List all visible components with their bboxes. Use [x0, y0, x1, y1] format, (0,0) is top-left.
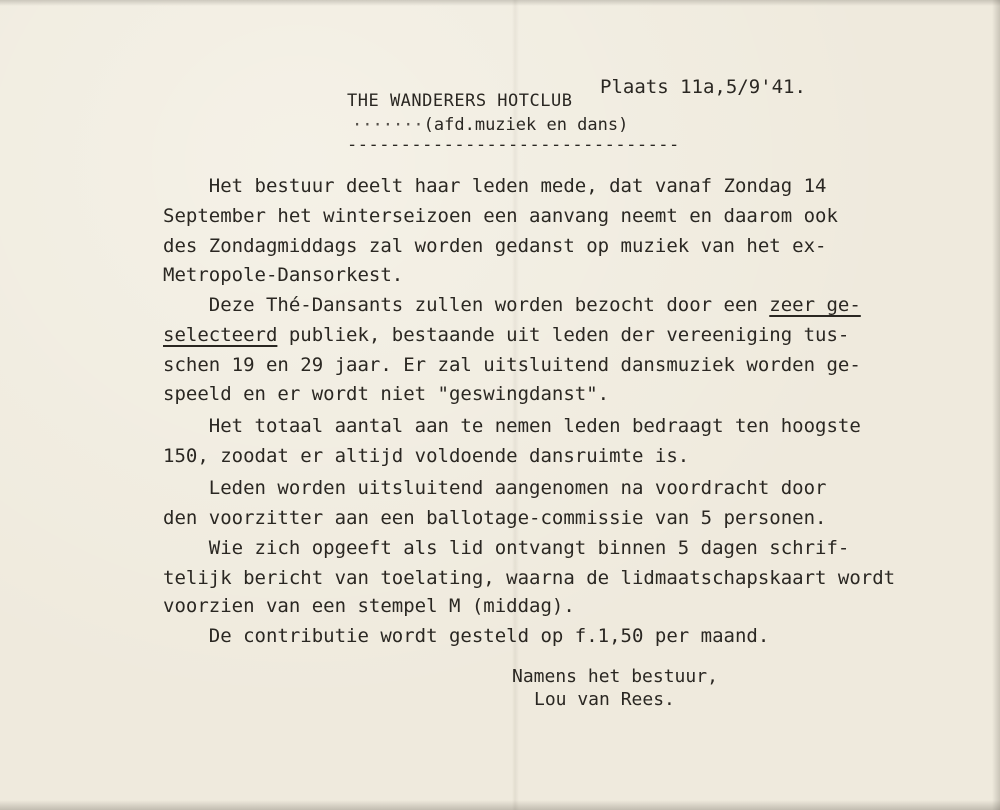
body-line-6	[163, 326, 849, 345]
body-line-11: Leden worden uitsluitend aangenomen na voordracht door	[163, 477, 827, 499]
body-line-13: Wie zich opgeeft als lid ontvangt binnen 5 dagen schrif-	[163, 537, 850, 559]
body-line-6-text: publiek, bestaande uit leden der vereeniging tus-	[277, 324, 850, 346]
paper-edge-top	[0, 0, 1000, 6]
department-line	[352, 117, 628, 134]
underlined-phrase-part1: zeer ge-	[769, 294, 861, 316]
body-line-12: den voorzitter aan een ballotage-commissie van 5 personen.	[163, 507, 827, 529]
body-line-10: 150, zoodat er altijd voldoende dansruimte is.	[163, 445, 690, 467]
body-line-2: September het winterseizoen een aanvang neemt en daarom ook	[163, 205, 838, 227]
paper-edge-right	[992, 0, 1000, 810]
signature-on-behalf: Namens het bestuur,	[512, 666, 718, 687]
department-dots: ·······	[352, 115, 424, 135]
body-line-14: telijk bericht van toelating, waarna de lidmaatschapskaart wordt	[163, 567, 896, 589]
body-line-5-text: Deze Thé-Dansants zullen worden bezocht door een	[163, 294, 770, 316]
club-name: THE WANDERERS HOTCLUB	[347, 91, 573, 111]
header-separator: -------------------------------	[347, 135, 680, 155]
body-line-1: Het bestuur deelt haar leden mede, dat vanaf Zondag 14	[163, 175, 827, 197]
body-line-7: schen 19 en 29 jaar. Er zal uitsluitend dansmuziek worden ge-	[163, 354, 861, 376]
body-line-5	[163, 296, 861, 315]
place-date: Plaats 11a,5/9'41.	[600, 76, 806, 98]
body-line-15: voorzien van een stempel M (middag).	[163, 595, 575, 617]
body-line-16: De contributie wordt gesteld op f.1,50 per maand.	[163, 625, 770, 647]
department: (afd.muziek en dans)	[423, 115, 629, 135]
body-line-8: speeld en er wordt niet "geswingdanst".	[163, 383, 610, 405]
underlined-phrase-part2: selecteerd	[163, 324, 278, 346]
body-line-9: Het totaal aantal aan te nemen leden bedraagt ten hoogste	[163, 415, 861, 437]
paper-edge-bottom	[0, 800, 1000, 810]
signature-name: Lou van Rees.	[534, 689, 675, 710]
body-line-4: Metropole-Dansorkest.	[163, 264, 404, 286]
body-line-3: des Zondagmiddags zal worden gedanst op muziek van het ex-	[163, 235, 827, 257]
